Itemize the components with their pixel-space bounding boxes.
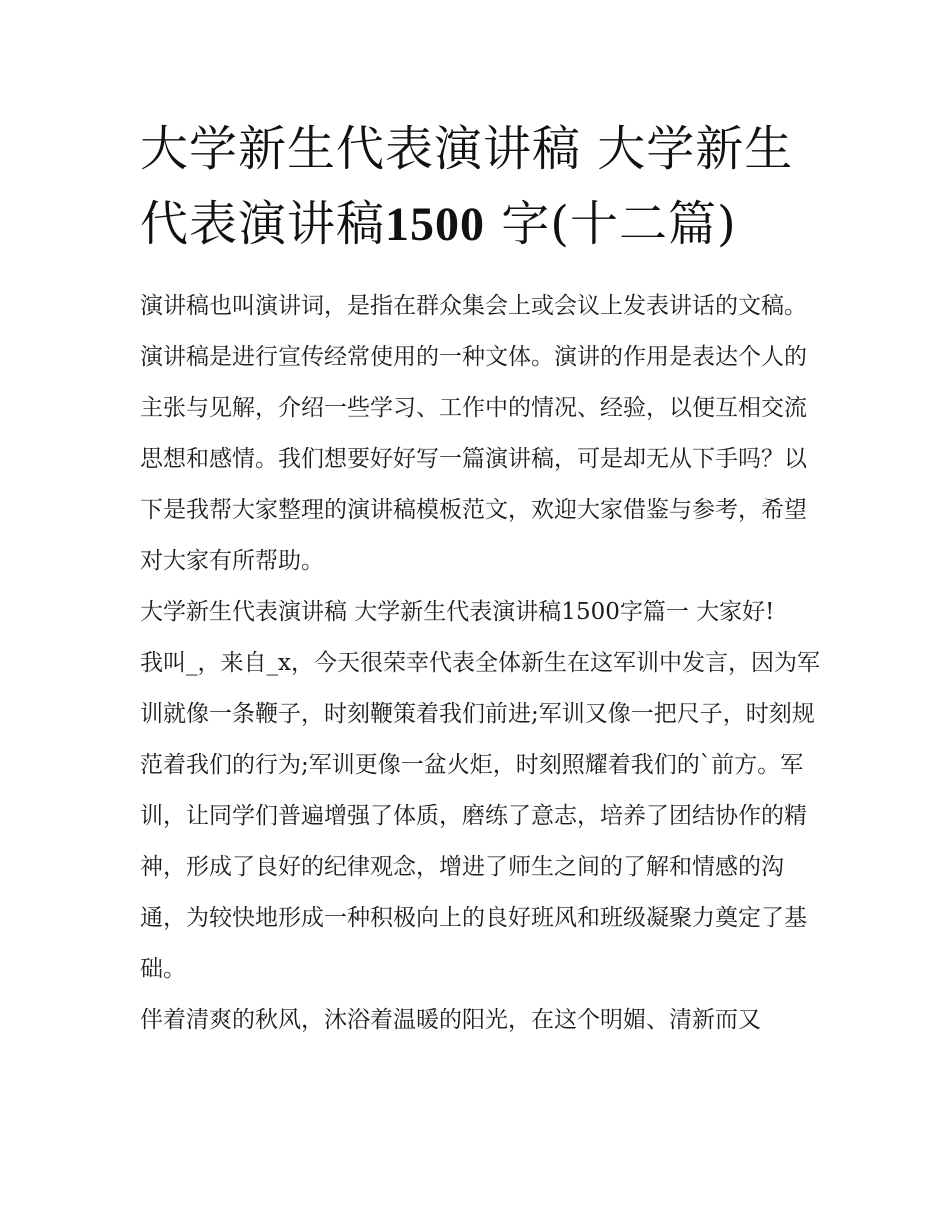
paragraph-speech-body: 我叫_，来自_x，今天很荣幸代表全体新生在这军训中发言，因为军训就像一条鞭子，时刻鞭策着我们前进;军训又像一把尺子，时刻规范着我们的行为;军训更像一盆火炬，时刻照耀着我们的`前方。军训，让同学们普遍增强了体质，磨练了意志，培养了团结协作的精神，形成了良好的纪律观念，增进了师生之间的了解和情感的沟通，为较快地形成一种积极向上的良好班风和班级凝聚力奠定了基础。 [140, 650, 820, 982]
paragraph-intro: 演讲稿也叫演讲词，是指在群众集会上或会议上发表讲话的文稿。演讲稿是进行宣传经常使用的一种文体。演讲的作用是表达个人的主张与见解，介绍一些学习、工作中的情况、经验，以便互相交流思想和感情。我们想要好好写一篇演讲稿，可是却无从下手吗？以下是我帮大家整理的演讲稿模板范文，欢迎大家借鉴与参考，希望对大家有所帮助。 [140, 293, 807, 574]
document-body [140, 281, 820, 1046]
title-number: 1500 [385, 198, 486, 251]
paragraph-section-heading: 大学新生代表演讲稿 大学新生代表演讲稿1500字篇一 大家好! [140, 599, 775, 625]
title-text-part1: 大学新生代表演讲稿 大学新生代表演讲稿 [140, 121, 794, 252]
document-title [140, 112, 820, 262]
title-text-part2: 字(十二篇) [485, 196, 737, 252]
paragraph-continuation: 伴着清爽的秋风，沐浴着温暖的阳光，在这个明媚、清新而又 [140, 1007, 761, 1033]
